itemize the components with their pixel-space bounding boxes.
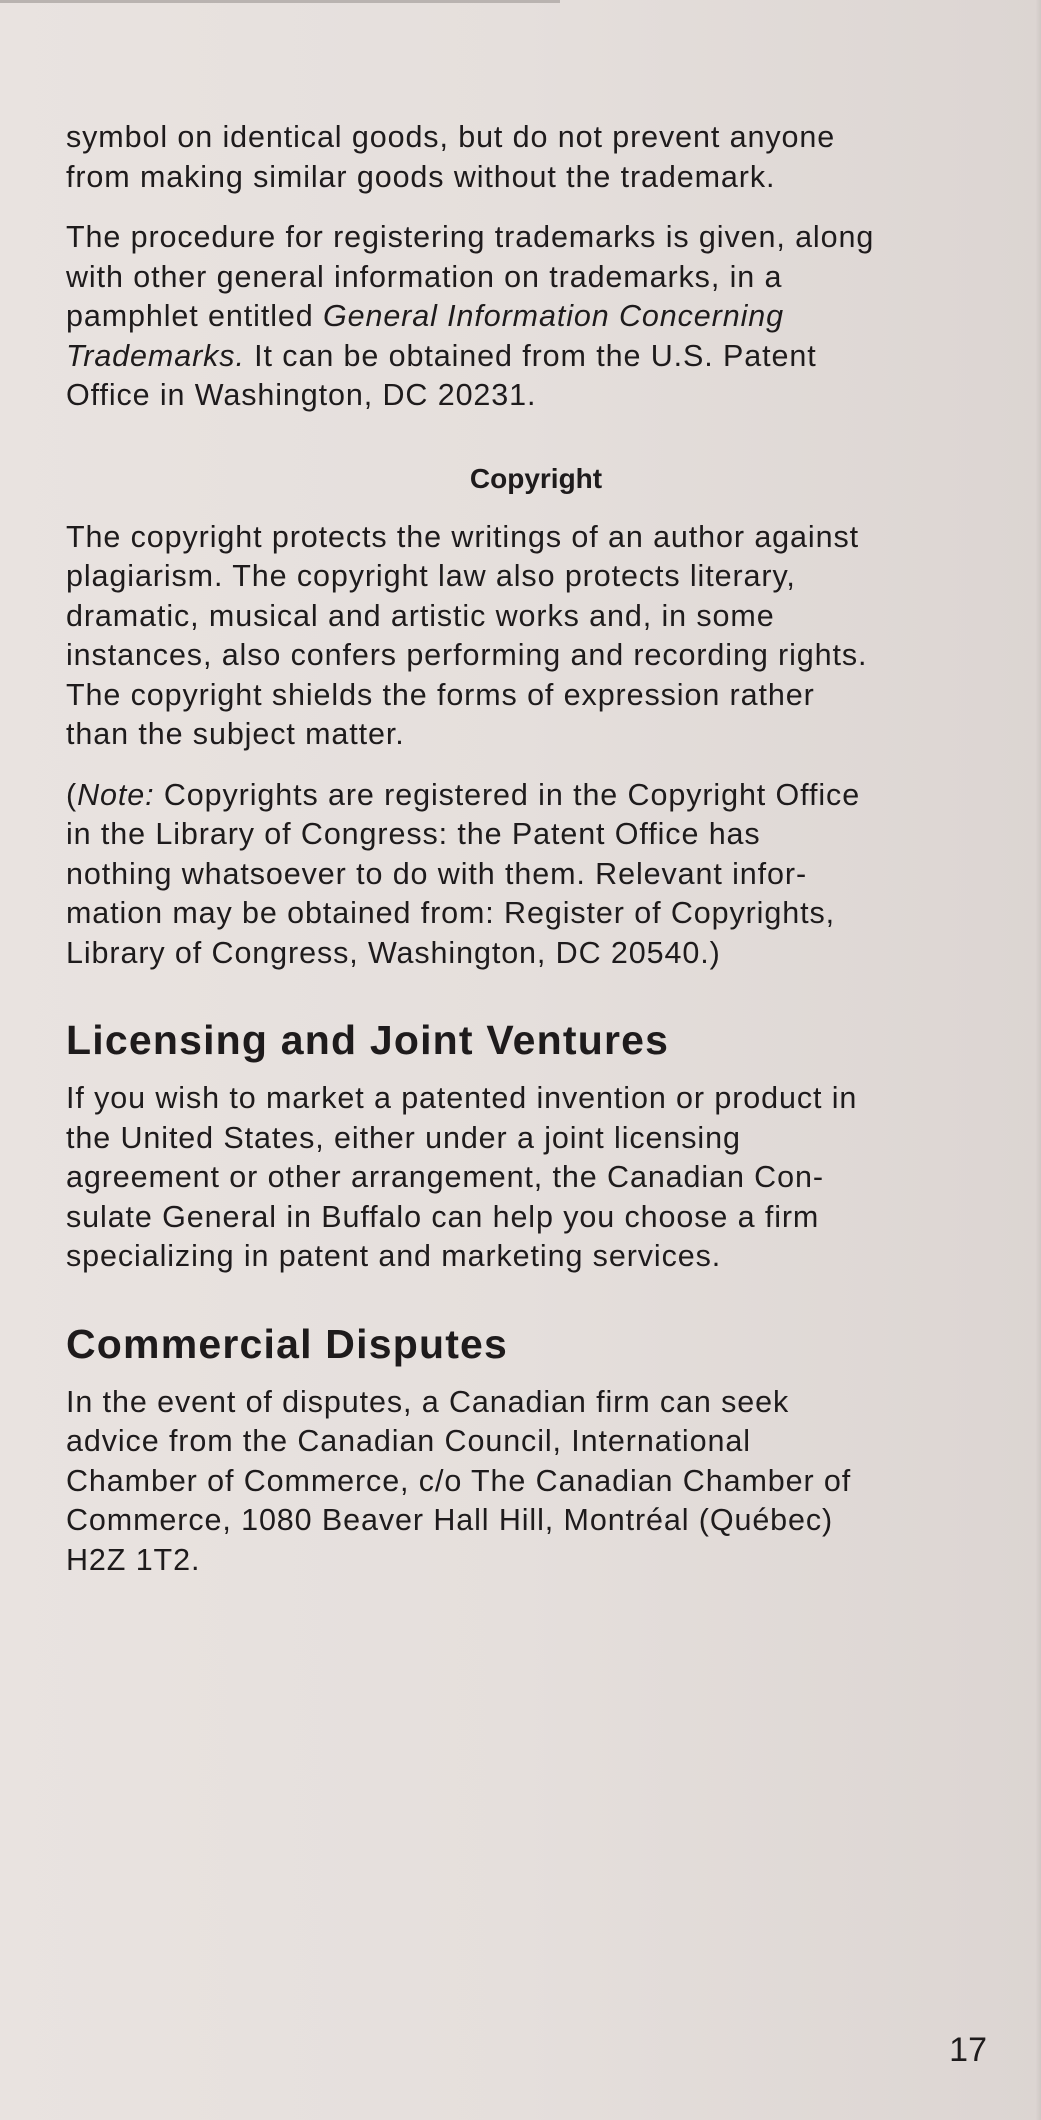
text-segment: Copyrights are registered in the Copyright Office (154, 777, 861, 812)
text-segment: It can be obtained from the U.S. Patent (244, 338, 817, 373)
text-line: nothing whatsoever to do with them. Relevant infor- (66, 856, 807, 891)
text-line: with other general information on trademarks, in a (66, 259, 783, 294)
text-line: Commerce, 1080 Beaver Hall Hill, Montréal (Québec) (66, 1503, 834, 1537)
pamphlet-title: Trademarks. (66, 338, 245, 373)
section-heading-disputes: Commercial Disputes (66, 1320, 509, 1367)
text-line: Library of Congress, Washington, DC 20540.) (66, 935, 721, 970)
paragraph-trademark-protection (66, 118, 1006, 197)
text-segment: pamphlet entitled (66, 299, 323, 333)
note-label: Note: (77, 777, 155, 812)
text-line: The copyright protects the writings of an author against (66, 519, 859, 554)
text-line: advice from the Canadian Council, International (66, 1424, 751, 1458)
text-line: instances, also confers performing and recording rights. (66, 638, 868, 672)
page-content (66, 118, 1006, 1580)
top-rule (0, 0, 560, 3)
text-line: dramatic, musical and artistic works and, in some (66, 598, 775, 633)
text-line: than the subject matter. (66, 717, 405, 751)
text-line: H2Z 1T2. (66, 1542, 201, 1577)
text-line (66, 337, 1006, 377)
text-line: sulate General in Buffalo can help you choose a firm (66, 1199, 820, 1234)
text-line: agreement or other arrangement, the Canadian Con- (66, 1160, 824, 1194)
text-line: Chamber of Commerce, c/o The Canadian Chamber of (66, 1463, 852, 1498)
text-segment: ( (66, 777, 78, 812)
section-heading-licensing: Licensing and Joint Ventures (66, 1017, 670, 1063)
paragraph-copyright (66, 518, 1006, 755)
paragraph-disputes (66, 1383, 1006, 1581)
text-line: symbol on identical goods, but do not prevent anyone (66, 120, 836, 154)
text-line: If you wish to market a patented invention or product in (66, 1081, 858, 1115)
section-heading-copyright: Copyright (469, 462, 603, 494)
text-line: The copyright shields the forms of expression rather (66, 677, 815, 712)
text-line: mation may be obtained from: Register of Copyrights, (66, 896, 835, 930)
text-line: from making similar goods without the trademark. (66, 159, 776, 194)
text-line: in the Library of Congress: the Patent Office has (66, 817, 761, 851)
page-edge (1035, 0, 1041, 2120)
text-line (66, 297, 1006, 337)
text-line: The procedure for registering trademarks is given, along (66, 220, 875, 254)
text-line: specializing in patent and marketing services. (66, 1239, 722, 1273)
text-line: the United States, either under a joint licensing (66, 1120, 741, 1155)
paragraph-copyright-note (66, 776, 1006, 974)
text-line: plagiarism. The copyright law also protects literary, (66, 559, 796, 593)
paragraph-licensing (66, 1079, 1006, 1277)
text-line: Office in Washington, DC 20231. (66, 378, 537, 412)
text-line: In the event of disputes, a Canadian firm can seek (66, 1384, 790, 1419)
page-number: 17 (949, 2031, 987, 2069)
paragraph-trademark-procedure (66, 218, 1006, 416)
pamphlet-title: General Information Concerning (322, 299, 784, 333)
text-line (66, 776, 1006, 816)
